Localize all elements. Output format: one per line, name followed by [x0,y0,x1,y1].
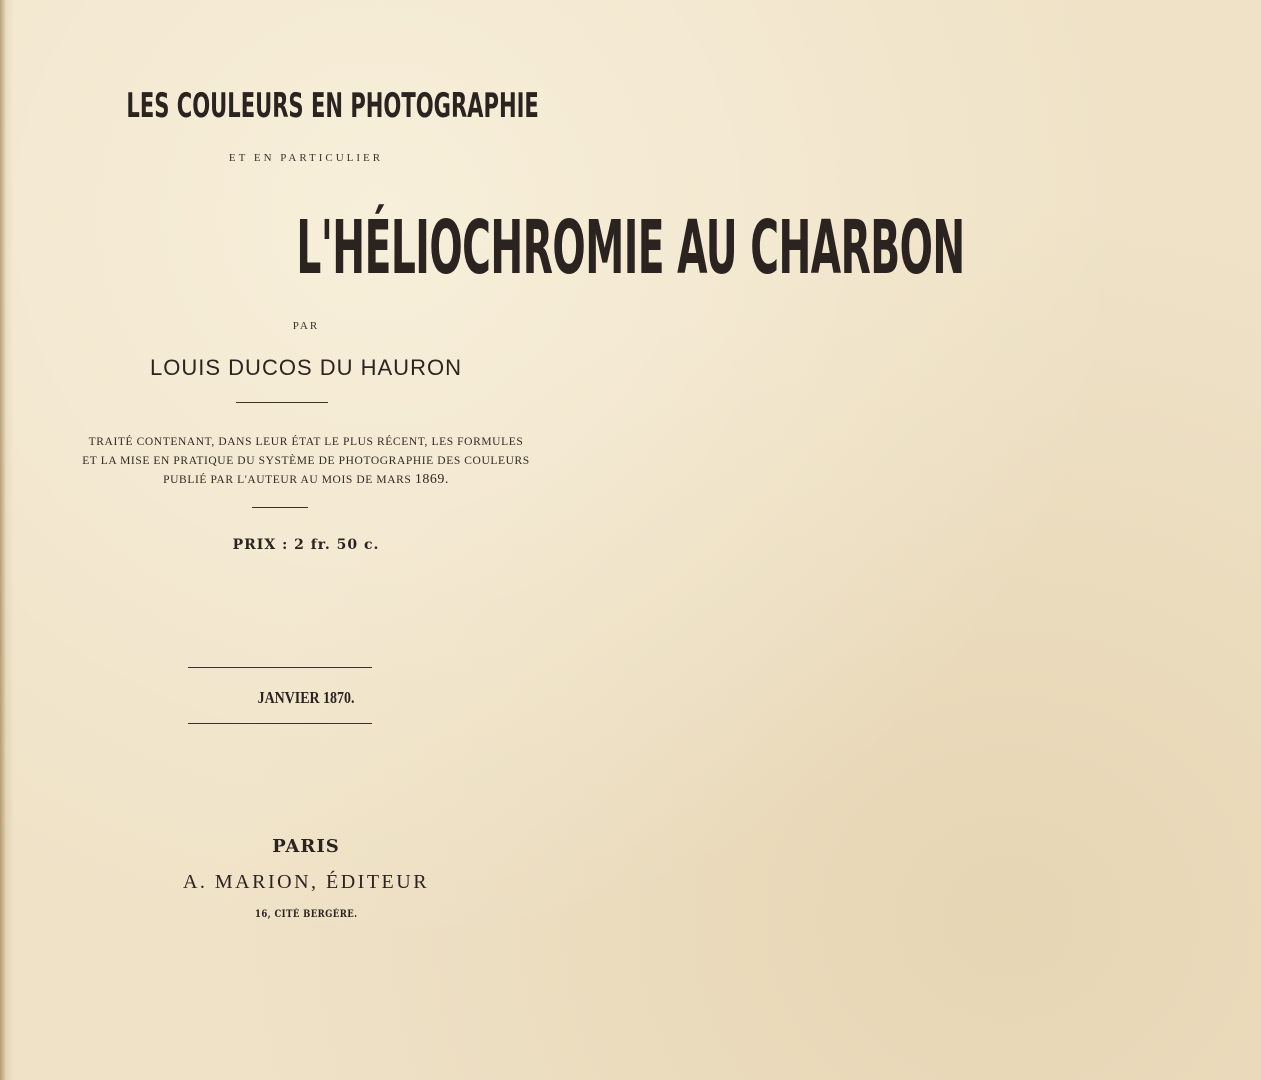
divider-rule [188,667,372,668]
description-year: 1869. [414,472,449,487]
main-title-line2-text: L'HÉLIOCHROMIE AU CHARBON [296,205,965,291]
main-title-line2 [0,205,965,291]
subtitle-connector: ET EN PARTICULIER [228,152,384,164]
publisher-name: A. MARION, ÉDITEUR [182,871,430,893]
publisher-address-text: 16, CITÉ BERGÈRE. [254,909,358,920]
by-label: PAR [292,320,320,332]
main-title-line1 [0,86,612,126]
divider-rule [236,402,328,403]
publication-city: PARIS [272,836,340,857]
publication-date [0,687,612,709]
author-name: LOUIS DUCOS DU HAURON [150,355,462,380]
main-title-line1-text: LES COULEURS EN PHOTOGRAPHIE [126,86,539,126]
description-line3-text: PUBLIÉ PAR L'AUTEUR AU MOIS DE MARS [163,474,415,486]
publisher-address [0,905,612,919]
divider-rule [188,723,372,724]
description-line2: ET LA MISE EN PRATIQUE DU SYSTÈME DE PHOTOGRAPHIE DES COULEURS [82,455,530,467]
description-line3 [0,472,612,488]
description-line1: TRAITÉ CONTENANT, DANS LEUR ÉTAT LE PLUS RÉCENT, LES FORMULES [88,436,524,448]
divider-rule [252,507,308,508]
price-label: PRIX : 2 fr. 50 c. [232,537,380,553]
publication-date-text: JANVIER 1870. [257,688,355,707]
